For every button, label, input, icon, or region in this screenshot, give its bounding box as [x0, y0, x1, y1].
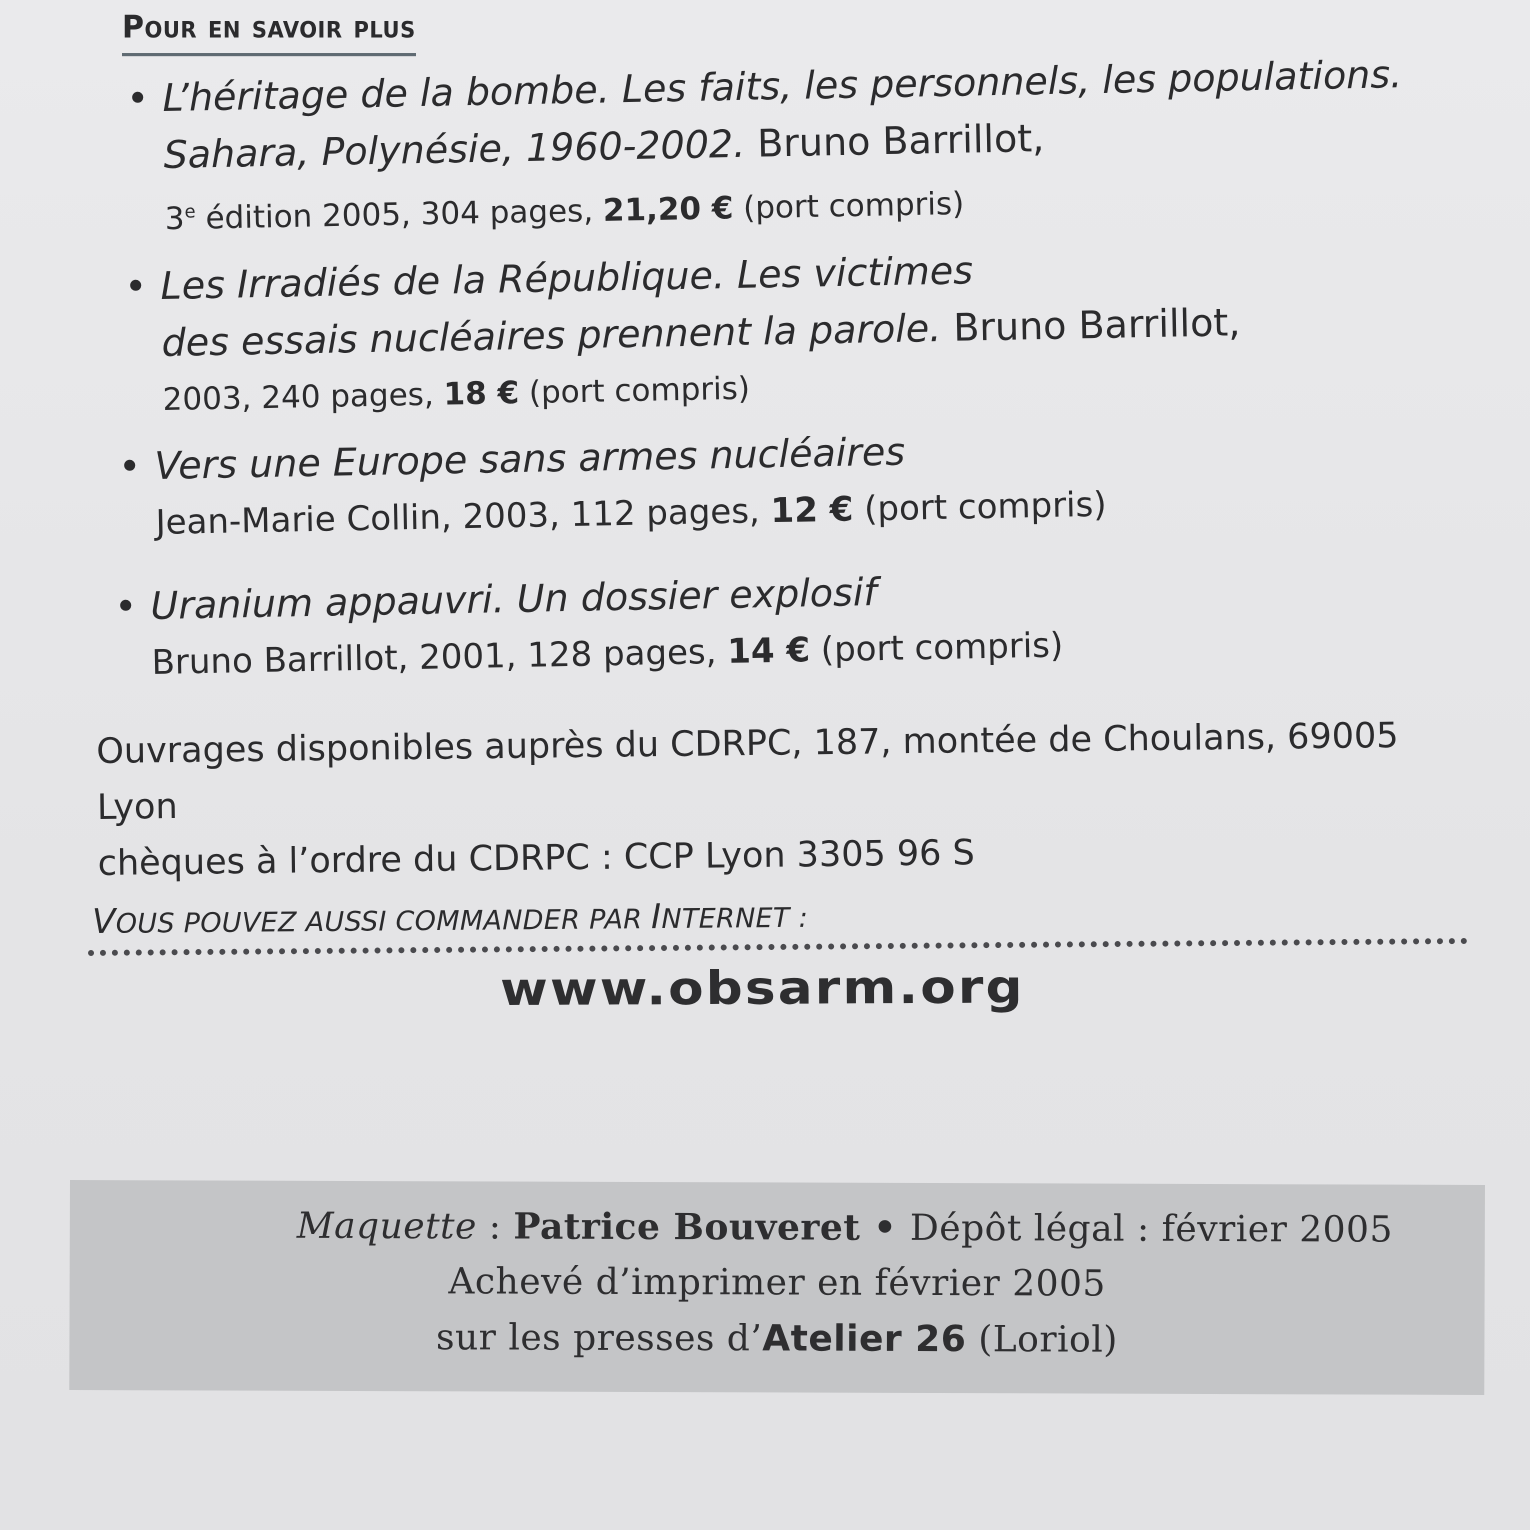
- book-title-line: Les Irradiés de la République. Les victimes: [160, 248, 974, 308]
- colophon-box: [69, 1180, 1485, 1395]
- order-heading-initial: I: [650, 897, 662, 938]
- book-author-details: Bruno Barrillot, 2001, 128 pages,: [151, 631, 728, 683]
- order-heading: [92, 896, 808, 942]
- book-title-line: Sahara, Polynésie, 1960-2002.: [163, 121, 746, 177]
- book-price: 21,20 €: [602, 190, 734, 229]
- availability-payment: chèques à l’ordre du CDRPC : CCP Lyon 3305 96 S: [97, 833, 975, 884]
- bullet-icon: •: [126, 76, 150, 121]
- colophon-credits: [70, 1204, 1485, 1251]
- book-author: Bruno Barrillot,: [940, 300, 1241, 351]
- book-shipping: (port compris): [733, 185, 965, 227]
- section-heading: Pour en savoir plus: [122, 7, 416, 56]
- book-item: [124, 232, 1523, 429]
- bullet-icon: •: [114, 584, 138, 629]
- order-heading-text: NTERNET :: [661, 902, 809, 936]
- website-link[interactable]: www.obsarm.org: [500, 959, 1025, 1016]
- colophon-legal-deposit: Dépôt légal : février 2005: [909, 1207, 1393, 1251]
- dotted-divider: [88, 938, 1468, 956]
- book-price: 18 €: [443, 375, 520, 413]
- bullet-icon: •: [124, 264, 148, 309]
- book-item: [114, 552, 1512, 692]
- book-author-details: Jean-Marie Collin, 2003, 112 pages,: [155, 491, 771, 543]
- book-shipping: (port compris): [852, 484, 1107, 530]
- colophon-press-place: (Loriol): [966, 1319, 1118, 1361]
- book-title-line: des essais nucléaires prennent la parole.: [161, 306, 942, 365]
- colophon-printed: Achevé d’imprimer en février 2005: [448, 1261, 1106, 1305]
- book-price: 12 €: [770, 489, 854, 532]
- book-shipping: (port compris): [518, 370, 751, 412]
- colophon-separator: :: [476, 1206, 514, 1248]
- book-item: [126, 44, 1525, 248]
- book-author: Bruno Barrillot,: [744, 116, 1045, 166]
- book-title-line: Uranium appauvri. Un dossier explosif: [150, 570, 878, 628]
- book-item: [118, 412, 1516, 552]
- colophon-press-name: Atelier 26: [762, 1318, 967, 1361]
- book-edition-details: édition 2005, 304 pages,: [195, 192, 604, 237]
- book-edition-number: 3: [164, 200, 185, 238]
- colophon-layout-label: Maquette: [296, 1205, 477, 1248]
- book-edition-superscript: e: [184, 201, 196, 223]
- colophon-press-prefix: sur les presses d’: [435, 1317, 763, 1360]
- book-title-line: L’héritage de la bombe. Les faits, les personnels, les populations.: [162, 52, 1403, 120]
- availability-address: Ouvrages disponibles auprès du CDRPC, 187, montée de Choulans, 69005 Lyon: [96, 716, 1399, 828]
- order-heading-text: OUS POUVEZ AUSSI COMMANDER PAR: [115, 904, 652, 940]
- colophon-press: [69, 1316, 1484, 1362]
- bullet-icon: •: [118, 444, 142, 489]
- order-heading-initial: V: [92, 901, 116, 942]
- book-shipping: (port compris): [809, 625, 1064, 671]
- availability-note: [96, 707, 1478, 892]
- bullet-icon: •: [860, 1206, 911, 1249]
- book-title-line: Vers une Europe sans armes nucléaires: [154, 429, 906, 488]
- colophon-layout-name: Patrice Bouveret: [513, 1205, 861, 1249]
- book-price: 14 €: [726, 630, 811, 672]
- book-edition-details: 2003, 240 pages,: [162, 376, 444, 418]
